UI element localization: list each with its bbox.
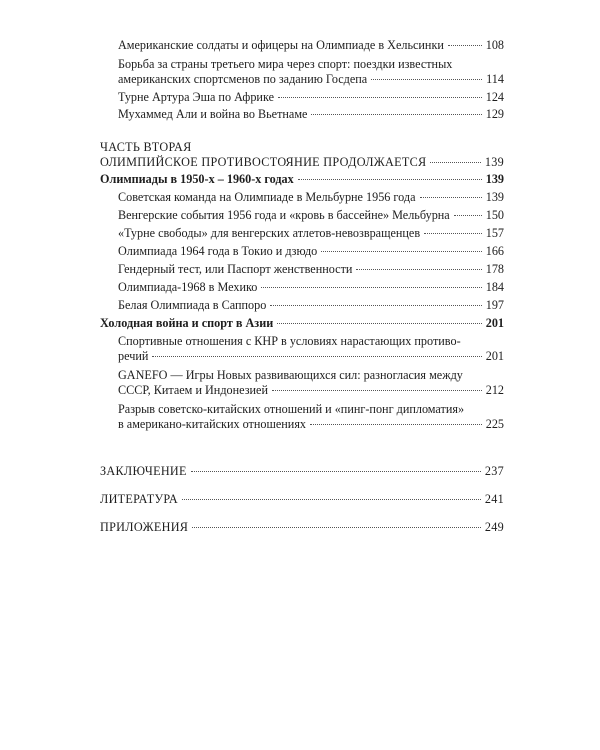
toc-entry-title: американских спортсменов по заданию Госдепа — [118, 72, 368, 86]
toc-entry-page: 212 — [485, 383, 504, 397]
toc-entry-page: 178 — [485, 262, 504, 276]
toc-entry-page: 108 — [485, 38, 504, 52]
toc-entry-page: 157 — [485, 226, 504, 240]
toc-entry[interactable] — [118, 262, 504, 277]
toc-entry-page: 129 — [485, 107, 504, 121]
toc-entry-page: 124 — [485, 90, 504, 104]
toc-entry[interactable] — [118, 244, 504, 259]
toc-entry-title: в американо-китайских отношениях — [118, 417, 307, 431]
toc-entry-page: 237 — [484, 464, 504, 478]
toc-entry-title: «Турне свободы» для венгерских атлетов-невозвращенцев — [118, 226, 421, 240]
toc-entry[interactable] — [118, 190, 504, 205]
toc-entry[interactable] — [118, 38, 504, 53]
toc-entry[interactable] — [118, 402, 504, 432]
toc-entry-page: 197 — [485, 298, 504, 312]
chapter-heading[interactable] — [100, 316, 504, 331]
toc-entry-title: Олимпиада 1964 года в Токио и дзюдо — [118, 244, 318, 258]
toc-entry-page: 139 — [485, 190, 504, 204]
toc-entry-conclusion[interactable] — [100, 464, 504, 479]
chapter-title: Холодная война и спорт в Азии — [100, 316, 274, 330]
chapter-title: Олимпиады в 1950-х – 1960-х годах — [100, 172, 294, 186]
toc-entry[interactable] — [118, 280, 504, 295]
toc-entry-page: 249 — [484, 520, 504, 534]
toc-entry-title-line: Борьба за страны третьего мира через спорт: поездки известных — [118, 57, 453, 71]
part-heading[interactable] — [100, 140, 504, 170]
chapter-page: 139 — [485, 172, 504, 186]
toc-entry[interactable] — [118, 90, 504, 105]
toc-entry-title: Турне Артура Эша по Африке — [118, 90, 274, 104]
toc-entry-title: Венгерские события 1956 года и «кровь в бассейне» Мельбурна — [118, 208, 450, 222]
toc-entry-page: 184 — [485, 280, 504, 294]
toc-entry-title: Мухаммед Али и война во Вьетнаме — [118, 107, 308, 121]
toc-entry-literature[interactable] — [100, 492, 504, 507]
toc-entry-title: Гендерный тест, или Паспорт женственности — [118, 262, 353, 276]
chapter-page: 201 — [485, 316, 504, 330]
part-title: ОЛИМПИЙСКОЕ ПРОТИВОСТОЯНИЕ ПРОДОЛЖАЕТСЯ — [100, 155, 427, 169]
toc-entry-title-line: Спортивные отношения с КНР в условиях нарастающих противо- — [118, 334, 461, 348]
toc-entry[interactable] — [118, 334, 504, 364]
toc-entry-page: 114 — [486, 72, 504, 86]
part-label: ЧАСТЬ ВТОРАЯ — [100, 140, 192, 154]
chapter-heading[interactable] — [100, 172, 504, 187]
toc-entry[interactable] — [118, 368, 504, 398]
toc-entry-title: Советская команда на Олимпиаде в Мельбурне 1956 года — [118, 190, 416, 204]
toc-entry-title: Олимпиада-1968 в Мехико — [118, 280, 258, 294]
toc-entry[interactable] — [118, 226, 504, 241]
toc-entry[interactable] — [118, 57, 504, 87]
toc-entry-title: ЛИТЕРАТУРА — [100, 492, 178, 506]
toc-entry[interactable] — [118, 208, 504, 223]
toc-entry-title: Американские солдаты и офицеры на Олимпиаде в Хельсинки — [118, 38, 444, 52]
toc-entry-title-line: GANEFO — Игры Новых развивающихся сил: разногласия между — [118, 368, 463, 382]
toc-entry-page: 201 — [485, 349, 504, 363]
toc-entry-page: 166 — [485, 244, 504, 258]
toc-entry-title: ПРИЛОЖЕНИЯ — [100, 520, 189, 534]
toc-entry-appendices[interactable] — [100, 520, 504, 535]
toc-entry-page: 225 — [485, 417, 504, 431]
part-page: 139 — [484, 155, 504, 169]
toc-entry[interactable] — [118, 298, 504, 313]
toc-entry-title-line: Разрыв советско-китайских отношений и «пинг-понг дипломатия» — [118, 402, 465, 416]
toc-entry-title: Белая Олимпиада в Саппоро — [118, 298, 267, 312]
toc-entry-title: СССР, Китаем и Индонезией — [118, 383, 268, 397]
toc-entry-title: речий — [118, 349, 149, 363]
toc-entry-page: 241 — [484, 492, 504, 506]
toc-entry-page: 150 — [485, 208, 504, 222]
toc-entry-title: ЗАКЛЮЧЕНИЕ — [100, 464, 187, 478]
toc-entry[interactable] — [118, 107, 504, 122]
